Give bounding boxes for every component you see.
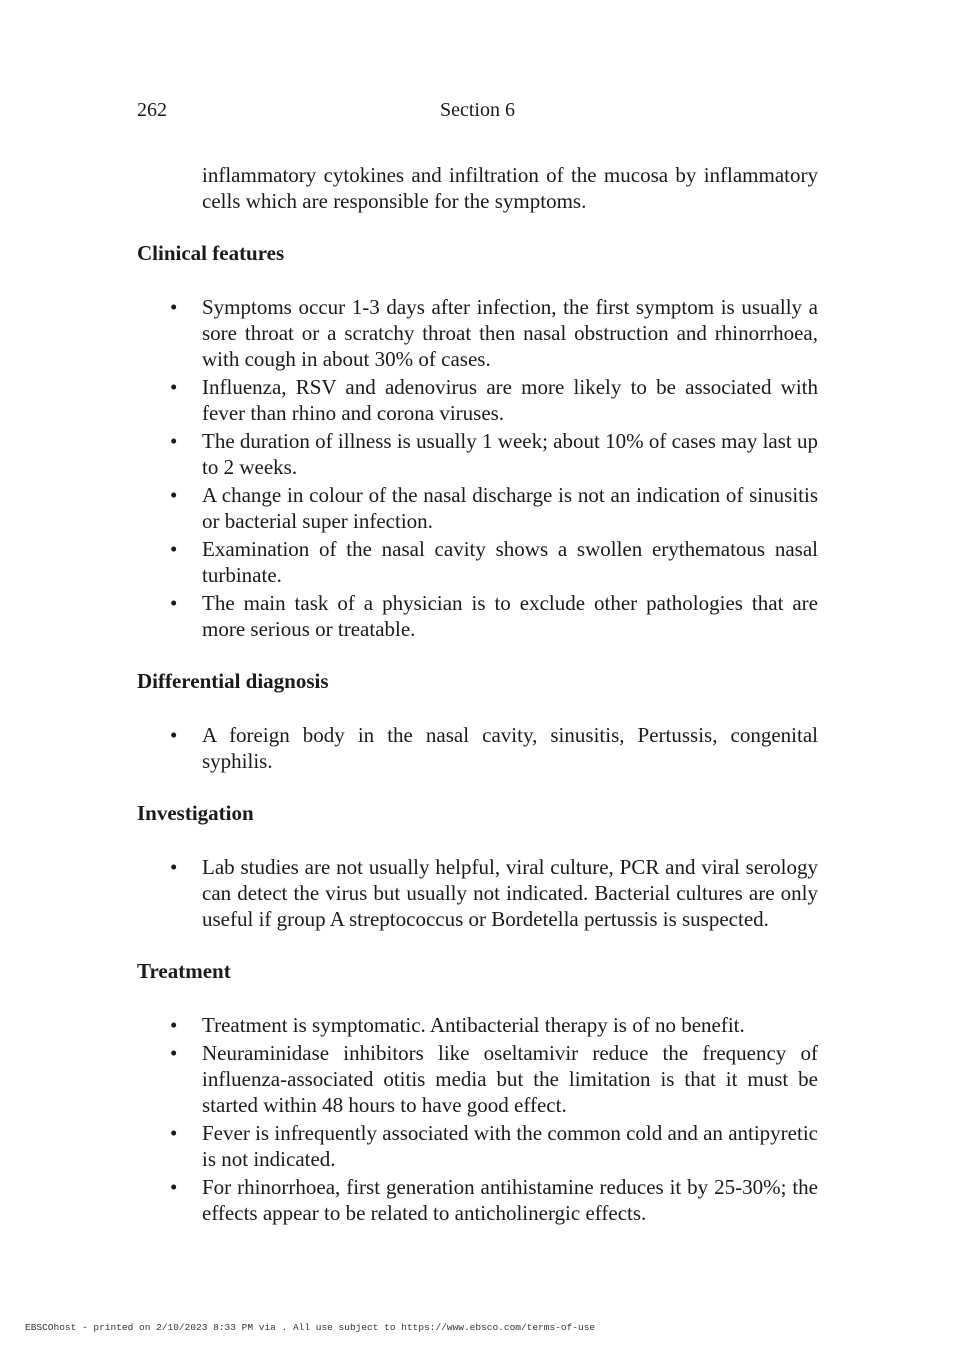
list-item-text: A foreign body in the nasal cavity, sinusitis, Pertussis, congenital syphilis. — [202, 723, 818, 773]
list-item — [137, 722, 818, 774]
bullet-icon: • — [170, 537, 178, 561]
page-number: 262 — [137, 99, 167, 121]
bullet-icon: • — [170, 1175, 178, 1199]
list-item — [137, 1174, 818, 1226]
list-item-text: For rhinorrhoea, first generation antihistamine reduces it by 25-30%; the effects appear to be related to anticholinergic effects. — [202, 1175, 818, 1225]
section-heading: Investigation — [137, 801, 254, 825]
bullet-list — [137, 1012, 818, 1226]
bullet-icon: • — [170, 375, 178, 399]
bullet-icon: • — [170, 1041, 178, 1065]
section-clinical-features — [137, 240, 818, 642]
list-item — [137, 590, 818, 642]
section-heading: Clinical features — [137, 241, 285, 265]
list-item-text: Influenza, RSV and adenovirus are more likely to be associated with fever than rhino and corona viruses. — [202, 375, 818, 425]
running-head: Section 6 — [440, 99, 515, 121]
list-item-text: The duration of illness is usually 1 week; about 10% of cases may last up to 2 weeks. — [202, 429, 818, 479]
list-item — [137, 1120, 818, 1172]
list-item-text: Neuraminidase inhibitors like oseltamivir reduce the frequency of influenza-associated otitis media but the limitation is that it must be started within 48 hours to have good effect. — [202, 1041, 818, 1117]
list-item-text: Examination of the nasal cavity shows a swollen erythematous nasal turbinate. — [202, 537, 818, 587]
bullet-icon: • — [170, 429, 178, 453]
section-heading: Treatment — [137, 959, 231, 983]
section-differential-diagnosis — [137, 668, 818, 774]
bullet-list — [137, 722, 818, 774]
document-body — [137, 162, 818, 1228]
bullet-list — [137, 294, 818, 642]
list-item-text: The main task of a physician is to exclude other pathologies that are more serious or treatable. — [202, 591, 818, 641]
list-item — [137, 536, 818, 588]
bullet-list — [137, 854, 818, 932]
list-item-text: Symptoms occur 1-3 days after infection, the first symptom is usually a sore throat or a scratchy throat then nasal obstruction and rhinorrhoea, with cough in about 30% of cases. — [202, 295, 818, 371]
section-investigation — [137, 800, 818, 932]
list-item — [137, 294, 818, 372]
bullet-icon: • — [170, 1121, 178, 1145]
list-item-text: Lab studies are not usually helpful, viral culture, PCR and viral serology can detect the virus but usually not indicated. Bacterial cultures are only useful if group A streptococcus or Bordetella pertussis is suspected. — [202, 855, 818, 931]
page-header — [137, 97, 818, 123]
continuation-paragraph: inflammatory cytokines and infiltration of the mucosa by inflammatory cells which are responsible for the symptoms. — [202, 163, 818, 213]
list-item — [137, 374, 818, 426]
bullet-icon: • — [170, 295, 178, 319]
bullet-icon: • — [170, 723, 178, 747]
bullet-icon: • — [170, 591, 178, 615]
bullet-icon: • — [170, 855, 178, 879]
list-item-text: Fever is infrequently associated with the common cold and an antipyretic is not indicated. — [202, 1121, 818, 1171]
bullet-icon: • — [170, 483, 178, 507]
list-item-text: A change in colour of the nasal discharge is not an indication of sinusitis or bacterial super infection. — [202, 483, 818, 533]
list-item — [137, 854, 818, 932]
section-treatment — [137, 958, 818, 1226]
print-footer: EBSCOhost - printed on 2/10/2023 8:33 PM via . All use subject to https://www.ebsco.com/terms-of-use — [25, 1322, 596, 1333]
section-heading: Differential diagnosis — [137, 669, 329, 693]
list-item — [137, 1012, 818, 1038]
list-item — [137, 482, 818, 534]
bullet-icon: • — [170, 1013, 178, 1037]
list-item-text: Treatment is symptomatic. Antibacterial therapy is of no benefit. — [202, 1013, 745, 1037]
list-item — [137, 1040, 818, 1118]
list-item — [137, 428, 818, 480]
